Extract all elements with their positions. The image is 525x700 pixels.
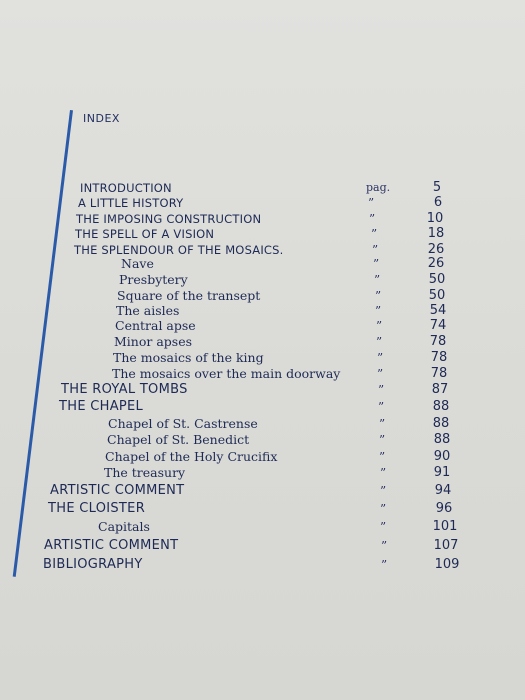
entry-title: Chapel of St. Castrense — [108, 416, 258, 431]
ditto-mark: ” — [375, 304, 382, 318]
index-entry — [0, 399, 525, 415]
index-entry — [0, 483, 525, 499]
ditto-mark: ” — [373, 257, 380, 271]
index-entry — [0, 334, 525, 350]
entry-title: Nave — [121, 256, 154, 271]
page-number: 94 — [434, 483, 452, 498]
page-number: 26 — [427, 256, 445, 271]
page-number: 87 — [431, 382, 449, 397]
page-number: 96 — [435, 501, 453, 516]
page-number: 88 — [433, 432, 451, 447]
ditto-mark: ” — [379, 450, 386, 464]
ditto-mark: ” — [379, 417, 386, 431]
page-number: 10 — [426, 211, 444, 226]
page-number: 5 — [432, 180, 442, 195]
ditto-mark: ” — [378, 400, 385, 414]
index-entry — [0, 318, 525, 334]
page-number: 74 — [429, 318, 447, 333]
entry-title: Minor apses — [114, 334, 193, 349]
ditto-mark: ” — [379, 433, 386, 447]
index-entry — [0, 211, 525, 227]
page-number: 6 — [433, 195, 443, 210]
ditto-mark: ” — [371, 227, 378, 241]
ditto-mark: ” — [376, 335, 383, 349]
page-number: 88 — [432, 399, 450, 414]
index-entry — [0, 501, 525, 517]
page-number: 50 — [428, 288, 446, 303]
entry-title: Square of the transept — [117, 288, 261, 303]
page-number: 54 — [429, 303, 447, 318]
ditto-mark: ” — [381, 558, 388, 572]
ditto-mark: ” — [377, 351, 384, 365]
index-entry — [0, 180, 525, 196]
index-entry — [0, 272, 525, 288]
entry-title: The aisles — [116, 303, 180, 318]
entry-title: Chapel of the Holy Crucifix — [105, 449, 278, 464]
page-number: 26 — [427, 242, 445, 257]
entry-title: ARTISTIC COMMENT — [44, 538, 179, 553]
page-number: 90 — [433, 449, 451, 464]
page-number: 101 — [432, 519, 458, 534]
page-number: 88 — [432, 416, 450, 431]
index-entry — [0, 449, 525, 465]
index-entry — [0, 432, 525, 448]
index-entry — [0, 288, 525, 304]
entry-title: ARTISTIC COMMENT — [50, 483, 185, 498]
page-label: pag. — [366, 181, 391, 194]
entry-title: THE SPELL OF A VISION — [75, 227, 215, 241]
ditto-mark: ” — [369, 212, 376, 226]
ditto-mark: ” — [380, 520, 387, 534]
entry-title: THE ROYAL TOMBS — [61, 382, 188, 397]
page-number: 91 — [433, 465, 451, 480]
entry-title: THE CLOISTER — [48, 501, 146, 516]
index-entry — [0, 256, 525, 272]
entry-title: THE IMPOSING CONSTRUCTION — [76, 212, 262, 226]
page-number: 18 — [427, 226, 445, 241]
entry-title: The mosaics over the main doorway — [112, 366, 341, 381]
index-heading: INDEX — [83, 112, 120, 125]
page-number: 109 — [434, 557, 460, 572]
index-entry — [0, 416, 525, 432]
ditto-mark: ” — [377, 367, 384, 381]
index-entry — [0, 465, 525, 481]
page-number: 50 — [428, 272, 446, 287]
ditto-mark: ” — [380, 502, 387, 516]
ditto-mark: ” — [380, 484, 387, 498]
entry-title: THE SPLENDOUR OF THE MOSAICS. — [74, 243, 284, 257]
index-entry — [0, 538, 525, 554]
page-number: 78 — [430, 366, 448, 381]
page-number: 107 — [433, 538, 459, 553]
index-entry — [0, 226, 525, 242]
index-entry — [0, 382, 525, 398]
ditto-mark: ” — [378, 383, 385, 397]
ditto-mark: ” — [372, 243, 379, 257]
entry-title: Capitals — [98, 519, 150, 534]
page-number: 78 — [430, 350, 448, 365]
ditto-mark: ” — [381, 539, 388, 553]
ditto-mark: ” — [380, 466, 387, 480]
entry-title: Central apse — [115, 318, 196, 333]
entry-title: The mosaics of the king — [113, 350, 264, 365]
index-entry — [0, 303, 525, 319]
index-entry — [0, 366, 525, 382]
entry-title: Presbytery — [119, 272, 188, 287]
entry-title: INTRODUCTION — [80, 181, 172, 195]
ditto-mark: ” — [368, 196, 375, 210]
ditto-mark: ” — [376, 319, 383, 333]
index-entry — [0, 195, 525, 211]
index-entry — [0, 350, 525, 366]
entry-title: BIBLIOGRAPHY — [43, 557, 143, 572]
index-entry — [0, 557, 525, 573]
entry-title: The treasury — [104, 465, 186, 480]
ditto-mark: ” — [374, 273, 381, 287]
ditto-mark: ” — [375, 289, 382, 303]
entry-title: Chapel of St. Benedict — [107, 432, 250, 447]
entry-title: A LITTLE HISTORY — [78, 196, 184, 210]
page-number: 78 — [429, 334, 447, 349]
entry-title: THE CHAPEL — [59, 399, 144, 414]
index-entry — [0, 519, 525, 535]
